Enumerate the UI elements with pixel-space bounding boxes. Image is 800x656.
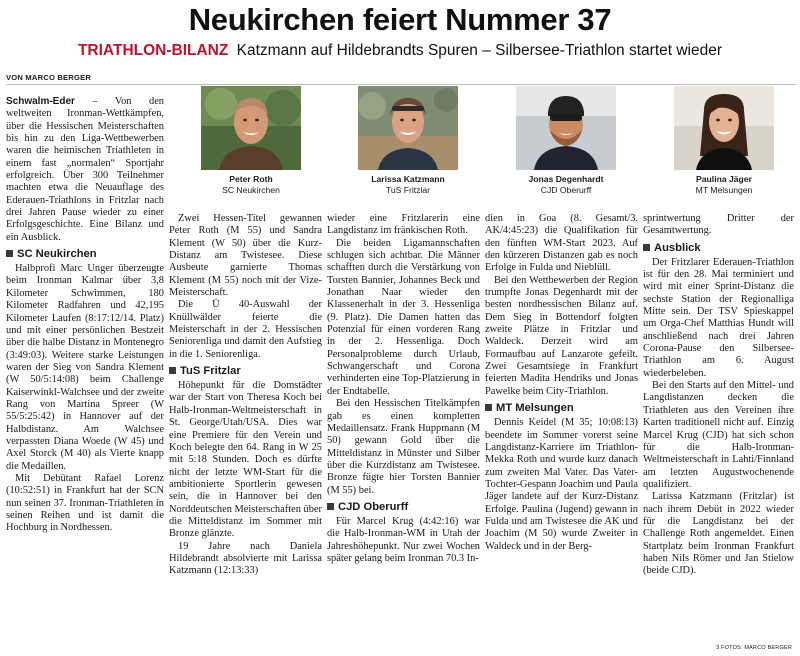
caption-club: CJD Oberurff [540, 185, 592, 195]
column-4 [485, 213, 638, 553]
section-heading-sc-neukirchen: SC Neukirchen [6, 248, 164, 261]
paragraph: wieder eine Fritzlarerin eine Langdistanz im fränkischen Roth. [327, 213, 480, 237]
column-2 [169, 213, 322, 578]
caption-name: Jonas Degenhardt [528, 174, 604, 184]
kicker: TRIATHLON-BILANZ [77, 42, 229, 59]
caption-name: Larissa Katzmann [371, 174, 445, 184]
portrait-photo-jonas-degenhardt [516, 86, 616, 170]
lead-paragraph: Schwalm-Eder – Von den weltweiten Ironman-Wettkämpfen, über die Hessischen Meisterschaften bis hin zu den Liga-Wettbewerben waren die heimischen Triathleten in einem fast „normalen“ Sportjahr erfolgreich. Über 300 Teilnehmer machten etwa die Neuauflage des Ederauen-Triathlons in Fritzlar nach drei Jahren Pause wieder zu einer Erfolgsgeschichte. Eine Bilanz und ein Ausblick. [6, 96, 164, 243]
section-heading-cjd-oberurff: CJD Oberurff [327, 501, 480, 514]
column-5 [643, 213, 794, 578]
paragraph: dien in Goa (8. Gesamt/3. AK/4:45:23) die Qualifikation für den fünften WM-Start 2023. Auf den kürzeren Distanzen gab es noch Erfolge in Fulda und Nieblüll. [485, 213, 638, 274]
section-heading-ausblick: Ausblick [643, 242, 794, 255]
square-bullet-icon [6, 250, 13, 257]
paragraph: Dennis Keidel (M 35; 10:08:13) beendete im Sommer vorerst seine Langdistanz-Karriere im Triathlon-Mekka Roth und wurde kurz danach zum zweiten Mal Vater. Das Vater-Tochter-Gespann Joachim und Paula Jäger landete auf der Kurz-Distanz Erfolge. Paulina (Jugend) gewann in Fulda und am Twistesee die AK und Joachim (M 50) wurde Zweiter in Waldeck und in der Berg- [485, 417, 638, 552]
paragraph: Die Ü 40-Auswahl der Knüllwälder feierte die Meisterschaft in der 2. Hessischen Seniorenliga und damit den Aufstieg in die 1. Seniorenliga. [169, 299, 322, 360]
caption-club: TuS Fritzlar [385, 185, 431, 195]
byline: VON MARCO BERGER [6, 73, 92, 82]
column-1 [6, 96, 164, 535]
photo-strip [185, 86, 791, 202]
paragraph: Bei den Hessischen Titelkämpfen gab es einen kompletten Medaillensatz. Frank Huppmann (M 50) gewann Gold über die Mitteldistanz in Münster und Silber über die Kurzdistanz am Twistesee. Bronze fügte hier Torsten Bannier (M 55) bei. [327, 398, 480, 496]
square-bullet-icon [643, 244, 650, 251]
paragraph: Mit Debütant Rafael Lorenz (10:52:51) in Frankfurt hat der SCN nun seinen 37. Ironman-Triathleten in seinen Reihen und ist damit die Hochburg in Nordhessen. [6, 472, 164, 534]
portrait-photo-peter-roth [201, 86, 301, 170]
paragraph: Der Fritzlarer Ederauen-Triathlon ist für den 28. Mai terminiert und wird mit einer Sprint-Distanz die sechste Station der Regionalliga Mitte sein. Der TSV Spieskappel um Orga-Chef Matthias Hundt will anschließend nach drei Jahren Corona-Pause den Silbersee-Triathlon am 6. August wiederbeleben. [643, 256, 794, 379]
square-bullet-icon [327, 503, 334, 510]
paragraph: Die beiden Ligamannschaften schlugen sich achtbar. Die Männer schafften durch die Verstärkung von Torsten Bannier, Johannes Beck und Jonathan Naar wieder den Klassenerhalt in der 3. Hessenliga (9. Platz). Die Damen hatten das Potenzial für einen vorderen Rang in der 2. Hessenliga. Doch Personalprobleme durch Urlaub, Schwangerschaft und Corona verhinderten eine Top-Platzierung in der Endtabelle. [327, 237, 480, 397]
divider [6, 84, 796, 85]
caption-name: Peter Roth [229, 174, 273, 184]
square-bullet-icon [169, 367, 176, 374]
headline: Neukirchen feiert Nummer 37 [188, 2, 612, 37]
paragraph: Bei den Wettbewerben der Region trumpfte Jonas Degenhardt mit der besten nordhessischen Bilanz auf. Dem Sieg in Bottendorf folgten zweite Plätze in Fritzlar und Waldeck. Derzeit wird am Formaufbau auf Lanzarote gefeilt. Zwei Gesamtsiege in Frankfurt feierten Madita Hendriks und Jonas Pawelke beim City-Triathlon. [485, 274, 638, 397]
paragraph: Zwei Hessen-Titel gewannen Peter Roth (M 55) und Sandra Klement (W 50) über die Kurz-Distanz am Twistesee. Diese Ausbeute garnierte Thomas Klement (M 55) noch mit der Vize-Meisterschaft. [169, 213, 322, 299]
paragraph: 19 Jahre nach Daniela Hildebrandt absolvierte mit Larissa Katzmann (12:13:33) [169, 540, 322, 577]
subline [0, 42, 800, 60]
caption-jonas-degenhardt [496, 174, 636, 196]
caption-peter-roth [181, 174, 321, 196]
section-heading-mt-melsungen: MT Melsungen [485, 402, 638, 415]
paragraph: sprintwertung Dritter der Gesamtwertung. [643, 213, 794, 237]
paragraph: Larissa Katzmann (Fritzlar) ist nach ihrem Debüt in 2022 wieder für die Langdistanz bei der Challenge Roth angemeldet. Einen Startplatz beim Ironman Frankfurt haben Nils Römer und Jan Stielow (beide CJD). [643, 491, 794, 577]
caption-name: Paulina Jäger [696, 174, 752, 184]
paragraph: Für Marcel Krug (4:42:16) war die Halb-Ironman-WM in Utah der Jahreshöhepunkt. Nur zwei Wochen später gelang beim Ironman 70.3 In- [327, 515, 480, 564]
caption-paulina-jaeger [654, 174, 794, 196]
paragraph: Bei den Starts auf den Mittel- und Langdistanzen decken die Triathleten aus den Vereinen ihre Karten traditionell nicht auf. Einzig Marcel Krug (CJD) hat sich schon für die Halb-Ironman-Weltmeisterschaft in Lahti/Finnland am letzten Augustwochenende qualifiziert. [643, 380, 794, 490]
column-3 [327, 213, 480, 565]
dateline: Schwalm-Eder [6, 96, 75, 107]
caption-club: SC Neukirchen [222, 185, 280, 195]
paragraph: Höhepunkt für die Domstädter war der Start von Theresa Koch bei Halb-Ironman-Weltmeisterschaft in St. George/Utah/USA. Dies war eine Premiere für den Verein und Koch belegte den 64. Rang in W 25 mit 5:18 Stunden. Doch es dürfte nicht der letzte WM-Start für die ambitionierte Sportlerin gewesen sein, die in Hannover bei den Norddeutschen Meisterschaften über die Mitteldistanz im Sommer mit Bronze glänzte. [169, 380, 322, 540]
photo-credit: 3 FOTOS: MARCO BERGER [716, 645, 792, 651]
caption-club: MT Melsungen [695, 185, 753, 195]
portrait-photo-paulina-jaeger [674, 86, 774, 170]
section-heading-tus-fritzlar: TuS Fritzlar [169, 365, 322, 378]
square-bullet-icon [485, 404, 492, 411]
subline-text: Katzmann auf Hildebrandts Spuren – Silbersee-Triathlon startet wieder [236, 42, 723, 59]
paragraph: Halbprofi Marc Unger überzeugte beim Ironman Kalmar über 3,8 Kilometer Schwimmen, 180 Kilometer Radfahren und 42,195 Kilometer Laufen (8:17:12/14. Platz) und mit einer persönlichen Bestzeit über die halbe Distanz in Montenegro (3:49:03). Weitere starke Leistungen waren der Sieg von Sandra Klement (W 50/5:14:08) beim Challenge Kaiserwinkl-Walchsee und der zweite Rang von Martina Spreer (W 55/5:25:42) in Hannover auf der Halbdistanz. Am Walchsee verpassten Diana Woede (W 45) und Axel Storck (M 40) als Vierte knapp die Medaillen. [6, 263, 164, 472]
caption-larissa-katzmann [338, 174, 478, 196]
portrait-photo-larissa-katzmann [358, 86, 458, 170]
